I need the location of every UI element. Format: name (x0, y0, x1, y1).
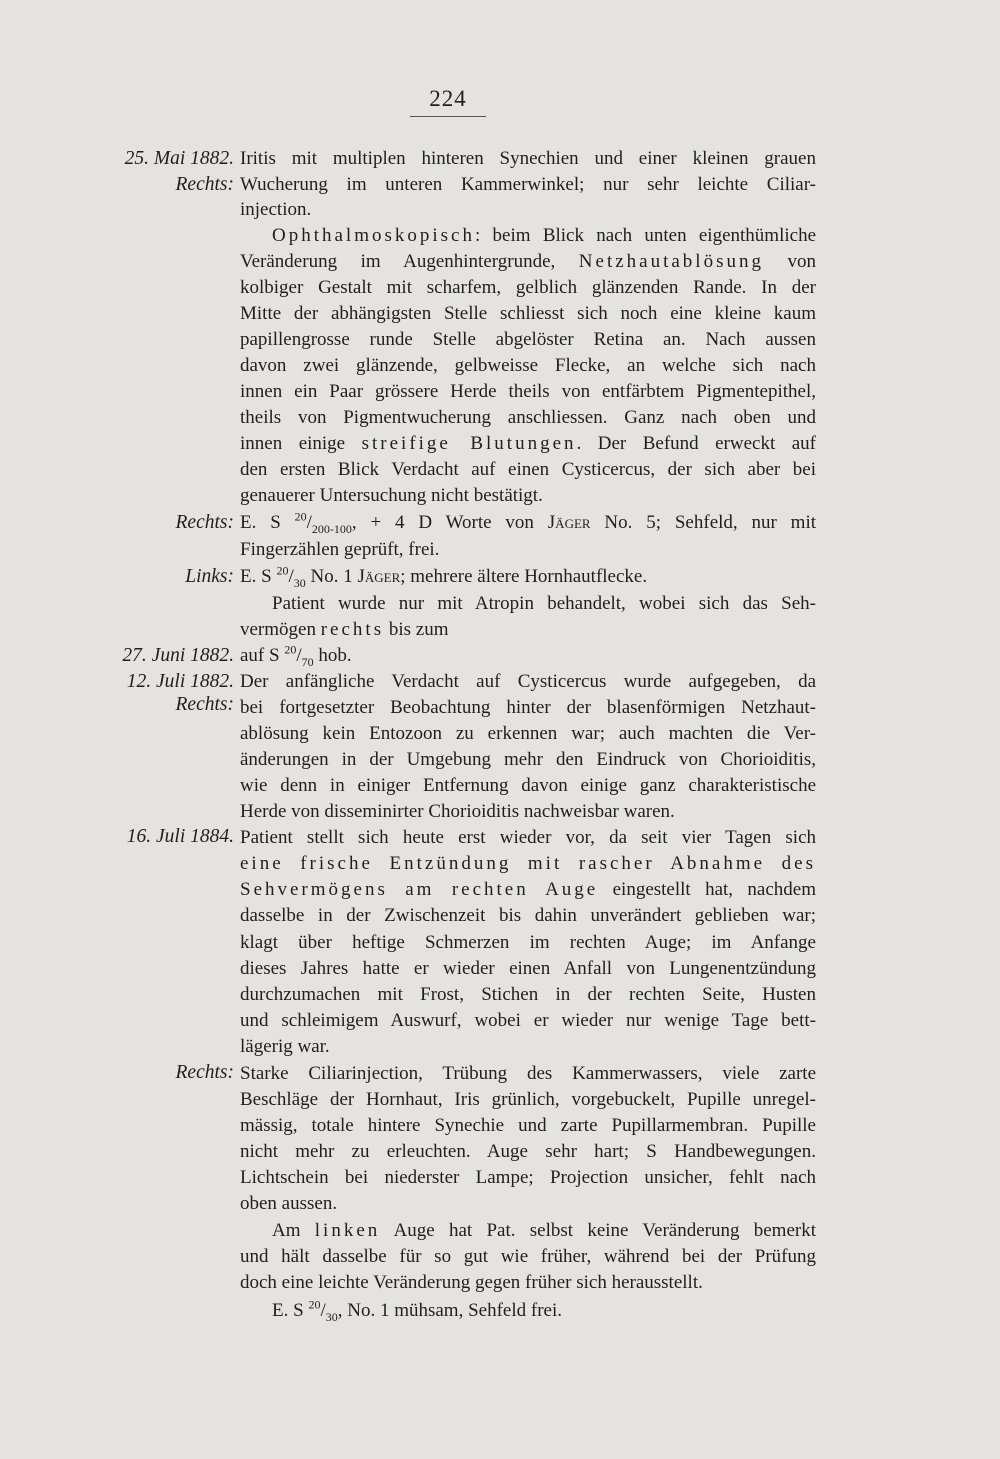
spaced-term: Ophthalmoskopisch (272, 225, 475, 246)
text-line: nicht mehr zu erleuchten. Auge sehr hart; S Handbewegungen. (240, 1141, 816, 1162)
acuity-line: E. S $^{20}/_{30}$, No. 1 mühsam, Sehfeld frei. (272, 1297, 562, 1324)
text-line: genauerer Untersuchung nicht bestätigt. (240, 485, 543, 506)
text-line: injection. (240, 199, 312, 220)
text-line: Der anfängliche Verdacht auf Cysticercus wurde aufgegeben, da (240, 671, 816, 692)
margin-side-label: Rechts: (175, 1062, 234, 1083)
page-number: 224 (410, 86, 486, 117)
acuity-line: E. S $^{20}/_{30}$ No. 1 Jäger; mehrere ältere Hornhautflecke. (240, 563, 648, 590)
text-line: Beschläge der Hornhaut, Iris grünlich, vorgebuckelt, Pupille unregel- (240, 1089, 816, 1110)
text-line: lägerig war. (240, 1036, 330, 1057)
text-line: wie denn in einiger Entfernung davon einige ganz charakteristische (240, 775, 816, 796)
text-line: dasselbe in der Zwischenzeit bis dahin unverändert geblieben war; (240, 905, 816, 926)
text-line: vermögen rechts bis zum (240, 619, 449, 640)
margin-date: 27. Juni 1882. (122, 645, 234, 666)
text-line: Mitte der abhängigsten Stelle schliesst sich noch eine kleine kaum (240, 303, 816, 324)
acuity-line: E. S $^{20}/_{200-100}$, + 4 D Worte von Jäger No. 5; Sehfeld, nur mit (240, 509, 817, 536)
text-line: mässig, totale hintere Synechie und zarte Pupillarmembran. Pupille (240, 1115, 816, 1136)
text-line: Fingerzählen geprüft, frei. (240, 539, 440, 560)
margin-date: 16. Juli 1884. (126, 826, 234, 847)
text-line: innen einige streifige Blutungen. Der Befund erweckt auf (240, 433, 816, 454)
text-line: und hält dasselbe für so gut wie früher, während bei der Prüfung (240, 1246, 816, 1267)
margin-date: 12. Juli 1882. (126, 671, 234, 692)
margin-side-label: Links: (185, 566, 234, 587)
text-line: durchzumachen mit Frost, Stichen in der rechten Seite, Husten (240, 984, 816, 1005)
text-line: klagt über heftige Schmerzen im rechten Auge; im Anfange (240, 932, 816, 953)
text-line: Starke Ciliarinjection, Trübung des Kammerwassers, viele zarte (240, 1063, 816, 1084)
spaced-term: Sehvermögens am rechten Auge (240, 879, 599, 900)
text-line: den ersten Blick Verdacht auf einen Cysticercus, der sich aber bei (240, 459, 816, 480)
text-line: Herde von disseminirter Chorioiditis nachweisbar waren. (240, 801, 675, 822)
text-line: Iritis mit multiplen hinteren Synechien und einer kleinen grauen (240, 148, 816, 169)
spaced-term: Netzhautablösung (578, 251, 764, 272)
text-line: Lichtschein bei niederster Lampe; Projection unsicher, fehlt nach (240, 1167, 816, 1188)
acuity-line: auf S $^{20}/_{70}$ hob. (240, 642, 352, 669)
text-line: bei fortgesetzter Beobachtung hinter der blasenförmigen Netzhaut- (240, 697, 816, 718)
text-line: dieses Jahres hatte er wieder einen Anfall von Lungenentzündung (240, 958, 816, 979)
spaced-term: rechts (320, 619, 385, 640)
text-line: Ophthalmoskopisch: beim Blick nach unten eigenthümliche (272, 225, 816, 246)
text-line: kolbiger Gestalt mit scharfem, gelblich glänzenden Rande. In der (240, 277, 816, 298)
text-line: Patient wurde nur mit Atropin behandelt, wobei sich das Seh- (272, 593, 816, 614)
text-line: papillengrosse runde Stelle abgelöster Retina an. Nach aussen (240, 329, 816, 350)
text-line: Veränderung im Augenhintergrunde, Netzhautablösung von (240, 251, 817, 272)
text-line: änderungen in der Umgebung mehr den Eindruck von Chorioiditis, (240, 749, 816, 770)
spaced-term: eine frische Entzündung mit rascher Abnahme des (240, 853, 816, 874)
text-line: doch eine leichte Veränderung gegen früher sich herausstellt. (240, 1272, 703, 1293)
spaced-term: streifige Blutungen (361, 433, 577, 454)
text-line: Am linken Auge hat Pat. selbst keine Veränderung bemerkt (272, 1220, 816, 1241)
text-line: innen ein Paar grössere Herde theils von entfärbtem Pigmentepithel, (240, 381, 816, 402)
text-line: Patient stellt sich heute erst wieder vor, da seit vier Tagen sich (240, 827, 816, 848)
margin-side-label: Rechts: (175, 512, 234, 533)
margin-date: 25. Mai 1882. (124, 148, 234, 169)
spaced-term: linken (314, 1220, 381, 1241)
text-line: und schleimigem Auswurf, wobei er wieder nur wenige Tage bett- (240, 1010, 816, 1031)
text-line: oben aussen. (240, 1193, 338, 1214)
text-line: Sehvermögens am rechten Auge eingestellt hat, nachdem (240, 879, 816, 900)
text-line: Wucherung im unteren Kammerwinkel; nur sehr leichte Ciliar- (240, 174, 816, 195)
text-line: ablösung kein Entozoon zu erkennen war; auch machten die Ver- (240, 723, 816, 744)
text-line: theils von Pigmentwucherung anschliessen. Ganz nach oben und (240, 407, 816, 428)
margin-side-label: Rechts: (175, 694, 234, 715)
text-line: davon zwei glänzende, gelbweisse Flecke, an welche sich nach (240, 355, 816, 376)
margin-side-label: Rechts: (175, 174, 234, 195)
